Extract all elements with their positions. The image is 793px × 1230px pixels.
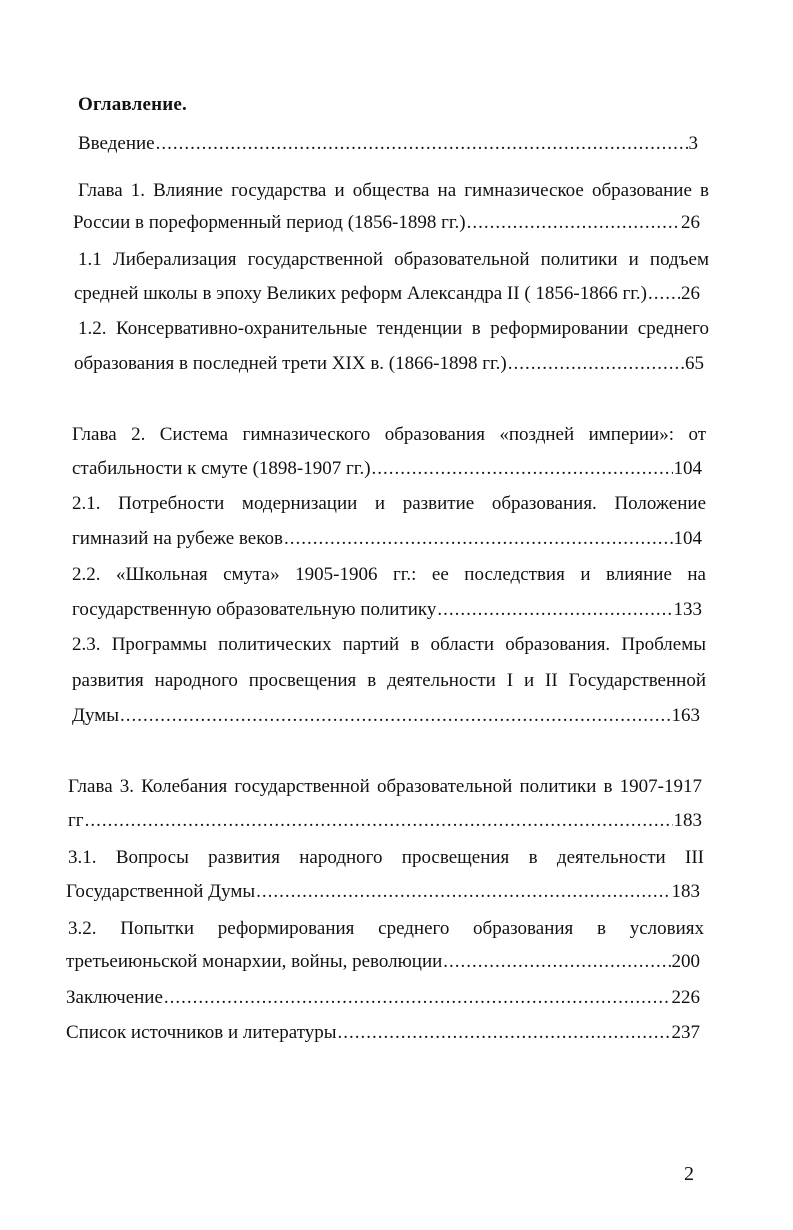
toc-entry-label: Думы [72, 705, 119, 726]
toc-entry-page: 237 [671, 1022, 700, 1043]
toc-entry-page: 183 [673, 810, 702, 831]
dot-leader [256, 882, 670, 901]
toc-entry-page: 26 [681, 283, 700, 304]
toc-section-2-3-line1[interactable]: 2.3. Программы политических партий в области образования. Проблемы [72, 634, 706, 655]
dot-leader [508, 354, 684, 373]
dot-leader [156, 134, 688, 153]
dot-leader [648, 284, 680, 303]
dot-leader [120, 706, 671, 725]
dot-leader [164, 988, 671, 1007]
dot-leader [437, 600, 672, 619]
dot-leader [284, 529, 673, 548]
toc-section-2-3[interactable] [72, 706, 700, 725]
dot-leader [85, 811, 673, 830]
toc-entry-page: 65 [685, 353, 704, 374]
toc-section-2-1[interactable] [72, 529, 702, 548]
toc-entry-label: стабильности к смуте (1898-1907 гг.) [72, 458, 371, 479]
toc-entry-label: Введение [78, 133, 155, 154]
toc-entry-label: гимназий на рубеже веков [72, 528, 283, 549]
toc-entry-label: Заключение [66, 987, 163, 1008]
toc-section-3-2-line1[interactable]: 3.2. Попытки реформирования среднего образования в условиях [68, 918, 704, 939]
toc-entry-introduction[interactable] [78, 134, 698, 153]
toc-section-2-3-line2[interactable]: развития народного просвещения в деятельности I и II Государственной [72, 670, 706, 691]
dot-leader [443, 952, 670, 971]
toc-entry-label: Государственной Думы [66, 881, 256, 902]
page-number: 2 [684, 1163, 694, 1185]
toc-entry-page: 104 [673, 458, 702, 479]
toc-entry-sources[interactable] [66, 1023, 700, 1042]
toc-entry-label: Список источников и литературы [66, 1022, 337, 1043]
toc-entry-label: гг [68, 810, 84, 831]
toc-entry-page: 163 [671, 705, 700, 726]
toc-chapter-1-line1[interactable]: Глава 1. Влияние государства и общества на гимназическое образование в [78, 180, 709, 201]
toc-section-2-2-line1[interactable]: 2.2. «Школьная смута» 1905-1906 гг.: ее последствия и влияние на [72, 564, 706, 585]
toc-entry-label: средней школы в эпоху Великих реформ Александра II ( 1856-1866 гг.) [74, 283, 647, 304]
toc-entry-label: государственную образовательную политику [72, 599, 437, 620]
toc-entry-label: образования в последней трети XIX в. (1866-1898 гг.) [74, 353, 507, 374]
toc-title: Оглавление. [78, 94, 187, 115]
toc-chapter-3-line1[interactable]: Глава 3. Колебания государственной образовательной политики в 1907-1917 [68, 776, 702, 797]
toc-section-3-2[interactable] [66, 952, 700, 971]
toc-section-2-2[interactable] [72, 600, 702, 619]
toc-chapter-2[interactable] [72, 459, 702, 478]
toc-chapter-2-line1[interactable]: Глава 2. Система гимназического образования «поздней империи»: от [72, 424, 706, 445]
toc-entry-page: 104 [673, 528, 702, 549]
toc-section-2-1-line1[interactable]: 2.1. Потребности модернизации и развитие образования. Положение [72, 493, 706, 514]
dot-leader [467, 213, 680, 232]
toc-section-1-2[interactable] [74, 354, 704, 373]
dot-leader [372, 459, 673, 478]
toc-chapter-3[interactable] [68, 811, 702, 830]
dot-leader [338, 1023, 671, 1042]
toc-entry-conclusion[interactable] [66, 988, 700, 1007]
toc-entry-page: 3 [688, 133, 698, 154]
toc-entry-page: 133 [673, 599, 702, 620]
toc-entry-label: России в пореформенный период (1856-1898 гг.) [73, 212, 466, 233]
toc-entry-page: 183 [671, 881, 700, 902]
toc-section-3-1-line1[interactable]: 3.1. Вопросы развития народного просвещения в деятельности III [68, 847, 704, 868]
toc-entry-page: 26 [681, 212, 700, 233]
toc-section-1-1-line1[interactable]: 1.1 Либерализация государственной образовательной политики и подъем [78, 249, 709, 270]
toc-entry-page: 226 [671, 987, 700, 1008]
toc-section-3-1[interactable] [66, 882, 700, 901]
toc-section-1-1[interactable] [74, 284, 700, 303]
toc-section-1-2-line1[interactable]: 1.2. Консервативно-охранительные тенденции в реформировании среднего [78, 318, 709, 339]
toc-chapter-1[interactable] [73, 213, 700, 232]
toc-entry-label: третьеиюньской монархии, войны, революции [66, 951, 443, 972]
toc-entry-page: 200 [671, 951, 700, 972]
